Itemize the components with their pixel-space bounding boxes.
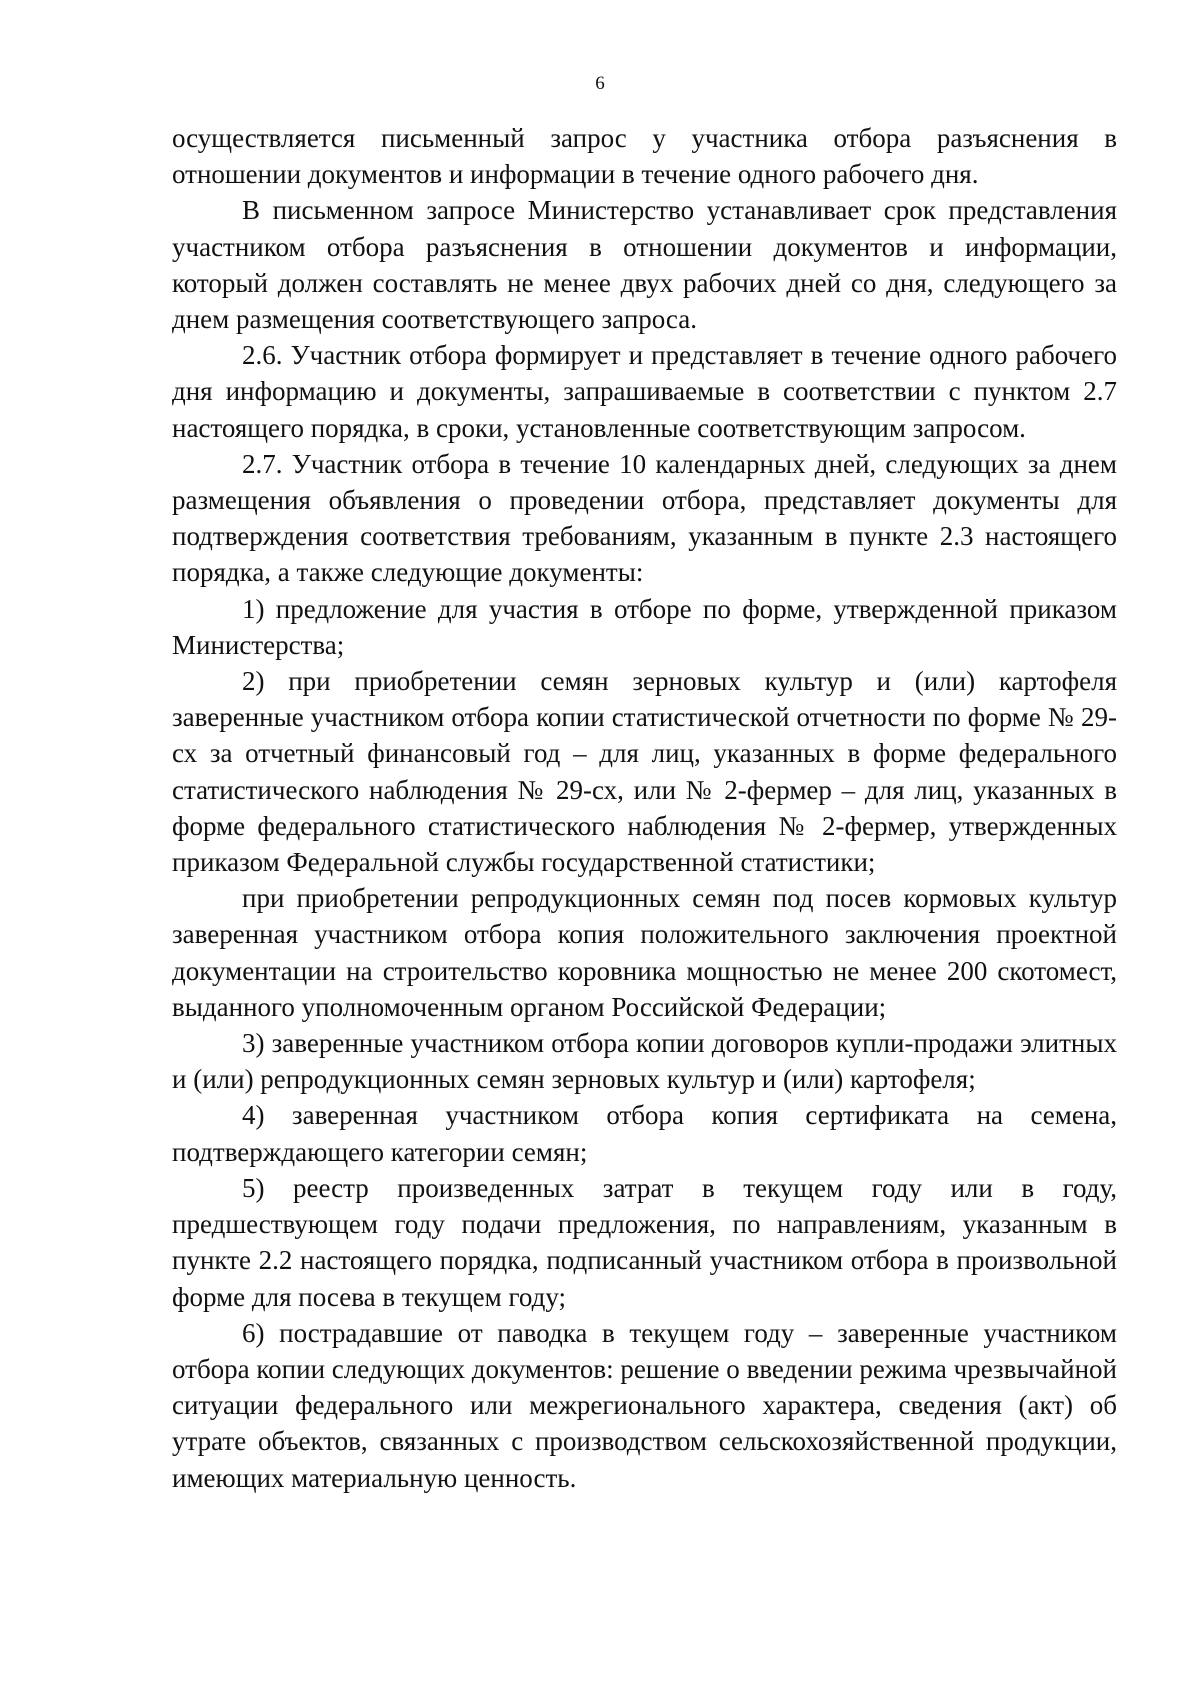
paragraph-2-6: 2.6. Участник отбора формирует и представляет в течение одного рабочего дня информацию и документы, запрашиваемые в соответствии с пунктом 2.7 настоящего порядка, в сроки, установленные соответствующим запросом.	[172, 340, 1117, 443]
paragraph-2-7: 2.7. Участник отбора в течение 10 календарных дней, следующих за днем размещения объявления о проведении отбора, представляет документы для подтверждения соответствия требованиям, указанным в пункте 2.3 настоящего порядка, а также следующие документы:	[172, 448, 1117, 588]
list-item-1: 1) предложение для участия в отборе по форме, утвержденной приказом Министерства;	[172, 593, 1117, 660]
list-item-6: 6) пострадавшие от паводка в текущем году – заверенные участником отбора копии следующих документов: решение о введении режима чрезвычайной ситуации федерального или межрегионального характера, сведения (акт) об утрате объектов, связанных с производством сельскохозяйственной продукции, имеющих материальную ценность.	[172, 1317, 1117, 1493]
list-item-5: 5) реестр произведенных затрат в текущем году или в году, предшествующем году подачи предложения, по направлениям, указанным в пункте 2.2 настоящего порядка, подписанный участником отбора в произвольной форме для посева в текущем году;	[172, 1172, 1117, 1312]
list-item-3: 3) заверенные участником отбора копии договоров купли-продажи элитных и (или) репродукционных семян зерновых культур и (или) картофеля;	[172, 1028, 1117, 1095]
paragraph-written-request-deadline: В письменном запросе Министерство устанавливает срок представления участником отбора разъяснения в отношении документов и информации, который должен составлять не менее двух рабочих дней со дня, следующего за днем размещения соответствующего запроса.	[172, 195, 1117, 335]
paragraph-continuation: осуществляется письменный запрос у участника отбора разъяснения в отношении документов и информации в течение одного рабочего дня.	[172, 123, 1117, 190]
page-number: 6	[595, 73, 605, 94]
document-body	[172, 120, 1117, 1496]
list-item-2-addendum: при приобретении репродукционных семян под посев кормовых культур заверенная участником отбора копия положительного заключения проектной документации на строительство коровника мощностью не менее 200 скотомест, выданного уполномоченным органом Российской Федерации;	[172, 883, 1117, 1022]
list-item-2: 2) при приобретении семян зерновых культур и (или) картофеля заверенные участником отбора копии статистической отчетности по форме № 29-сх за отчетный финансовый год – для лиц, указанных в форме федерального статистического наблюдения № 29-сх, или № 2-фермер – для лиц, указанных в форме федерального статистического наблюдения № 2-фермер, утвержденных приказом Федеральной службы государственной статистики;	[172, 666, 1117, 878]
list-item-4: 4) заверенная участником отбора копия сертификата на семена, подтверждающего категории семян;	[172, 1100, 1117, 1167]
